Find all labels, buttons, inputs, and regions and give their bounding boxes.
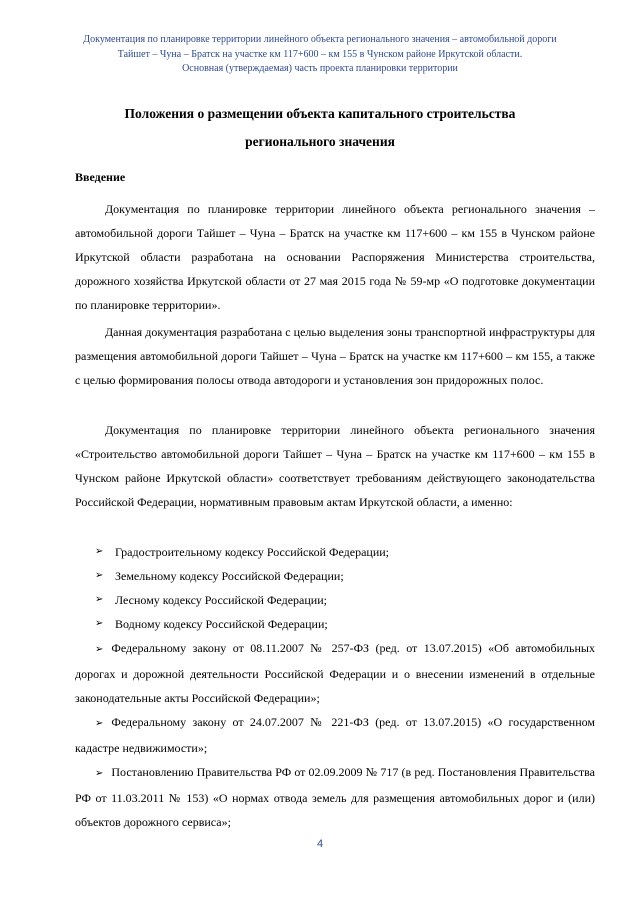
arrow-bullet-icon: ➢ bbox=[95, 618, 104, 629]
arrow-bullet-icon: ➢ bbox=[95, 768, 104, 779]
list-item: ➢ Земельному кодексу Российской Федерации; bbox=[75, 564, 595, 588]
arrow-bullet-icon: ➢ bbox=[95, 546, 104, 557]
intro-paragraph-1 bbox=[75, 197, 595, 317]
page-number: 4 bbox=[316, 838, 324, 850]
arrow-bullet-icon: ➢ bbox=[95, 644, 104, 655]
intro-paragraph-3 bbox=[75, 418, 595, 514]
header-line-3: Основная (утверждаемая) часть проекта планировки территории bbox=[182, 63, 458, 74]
header-line-2: Тайшет – Чуна – Братск на участке км 117+600 – км 155 в Чунском районе Иркутской области. bbox=[117, 48, 523, 60]
intro-paragraph-2 bbox=[75, 320, 595, 392]
list-item: ➢ Федеральному закону от 08.11.2007 № 257-ФЗ (ред. от 13.07.2015) «Об автомобильных дорогах и дорожной деятельности Российской Федерации и о внесении изменений в отдельные законодательные акты Российской Федерации»; bbox=[75, 641, 595, 705]
arrow-bullet-icon: ➢ bbox=[95, 718, 104, 729]
list-item: ➢ Постановлению Правительства РФ от 02.09.2009 № 717 (в ред. Постановления Правительства РФ от 11.03.2011 № 153) «О нормах отвода земель для размещения автомобильных дорог и (или) объектов дорожного сервиса»; bbox=[75, 765, 595, 829]
section-title bbox=[70, 100, 570, 156]
list-item: ➢ Федеральному закону от 24.07.2007 № 221-ФЗ (ред. от 13.07.2015) «О государственном кадастре недвижимости»; bbox=[75, 715, 595, 755]
section-title-line-2: регионального значения bbox=[245, 134, 395, 149]
intro-heading: Введение bbox=[75, 170, 126, 184]
list-item: ➢ Градостроительному кодексу Российской Федерации; bbox=[75, 540, 595, 564]
paragraph-text: Данная документация разработана с целью выделения зоны транспортной инфраструктуры для размещения автомобильной дороги Тайшет – Чуна – Братск на участке км 117+600 – км 155, а также с целью формирования полосы отвода автодороги и установления зон придорожных полос. bbox=[75, 325, 595, 387]
paragraph-text: Документация по планировке территории линейного объекта регионального значения – автомобильной дороги Тайшет – Чуна – Братск на участке км 117+600 – км 155 в Чунском районе Иркутской области разработана на основании Распоряжения Министерства строительства, дорожного хозяйства Иркутской области от 27 мая 2015 года № 59-мр «О подготовке документации по планировке территории». bbox=[75, 202, 595, 312]
header-line-1: Документация по планировке территории линейного объекта регионального значения – автомобильной дороги bbox=[83, 34, 557, 45]
arrow-bullet-icon: ➢ bbox=[95, 570, 104, 581]
paragraph-text: Документация по планировке территории линейного объекта регионального значения «Строительство автомобильной дороги Тайшет – Чуна – Братск на участке км 117+600 – км 155 в Чунском районе Иркутской области» соответствует требованиям действующего законодательства Российской Федерации, нормативным правовым актам Иркутской области, а именно: bbox=[75, 423, 595, 509]
list-item: ➢ Водному кодексу Российской Федерации; bbox=[75, 612, 595, 636]
legislation-list bbox=[75, 540, 595, 834]
arrow-bullet-icon: ➢ bbox=[95, 594, 104, 605]
list-item: ➢ Лесному кодексу Российской Федерации; bbox=[75, 588, 595, 612]
section-title-line-1: Положения о размещении объекта капитального строительства bbox=[124, 106, 516, 121]
running-header bbox=[60, 33, 580, 77]
